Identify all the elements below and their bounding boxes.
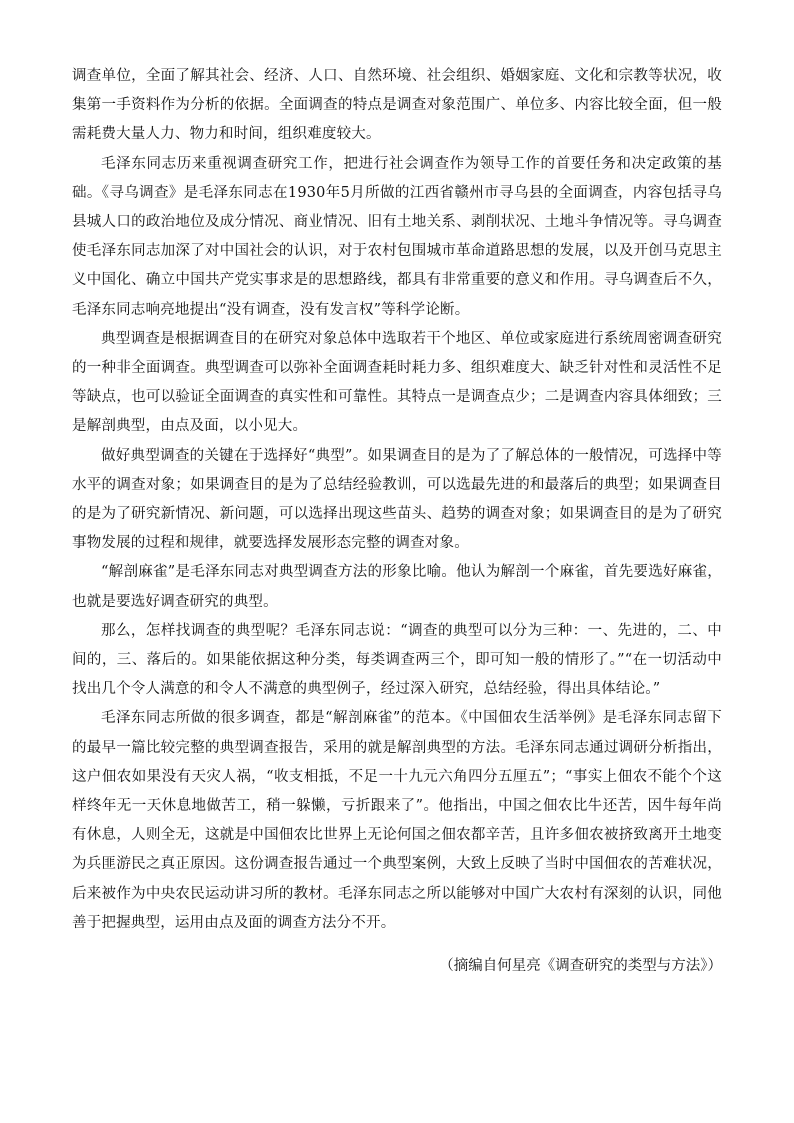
paragraph: “解剖麻雀”是毛泽东同志对典型调查方法的形象比喻。他认为解剖一个麻雀，首先要选好麻雀，也就是要选好调查研究的典型。 xyxy=(72,564,722,610)
paragraph: 做好典型调查的关键在于选择好“典型”。如果调查目的是为了了解总体的一般情况，可选择中等水平的调查对象；如果调查目的是为了总结经验教训，可以选最先进的和最落后的典型；如果调查目的是为了研究新情况、新问题，可以选择出现这些苗头、趋势的调查对象；如果调查目的是为了研究事物发展的过程和规律，就要选择发展形态完整的调查对象。 xyxy=(72,447,722,552)
document-page xyxy=(72,62,722,981)
source-citation: （摘编自何星亮《调查研究的类型与方法》） xyxy=(439,958,722,975)
paragraph-continuation: 调查单位，全面了解其社会、经济、人口、自然环境、社会组织、婚姻家庭、文化和宗教等状况，收集第一手资料作为分析的依据。全面调查的特点是调查对象范围广、单位多、内容比较全面，但一般需耗费大量人力、物力和时间，组织难度较大。 xyxy=(72,68,722,143)
paragraph: 那么，怎样找调查的典型呢？毛泽东同志说：“调查的典型可以分为三种：一、先进的，二、中间的，三、落后的。如果能依据这种分类，每类调查两三个，即可知一般的情形了。”“在一切活动中找出几个令人满意的和令人不满意的典型例子，经过深入研究，总结经验，得出具体结论。” xyxy=(72,622,722,698)
paragraph: 毛泽东同志所做的很多调查，都是“解剖麻雀”的范本。《中国佃农生活举例》是毛泽东同志留下的最早一篇比较完整的典型调查报告，采用的就是解剖典型的方法。毛泽东同志通过调研分析指出，这户佃农如果没有天灾人祸，“收支相抵，不足一十九元六角四分五厘五”；“事实上佃农不能个个这样终年无一天休息地做苦工，稍一躲懒，亏折跟来了”。他指出，中国之佃农比牛还苦，因牛每年尚有休息，人则全无，这就是中国佃农比世界上无论何国之佃农都辛苦，且许多佃农被挤致离开土地变为兵匪游民之真正原因。这份调查报告通过一个典型案例，大致上反映了当时中国佃农的苦难状况，后来被作为中央农民运动讲习所的教材。毛泽东同志之所以能够对中国广大农村有深刻的认识，同他善于把握典型，运用由点及面的调查方法分不开。 xyxy=(72,710,722,931)
paragraph: 典型调查是根据调查目的在研究对象总体中选取若干个地区、单位或家庭进行系统周密调查研究的一种非全面调查。典型调查可以弥补全面调查耗时耗力多、组织难度大、缺乏针对性和灵活性不足等缺点，也可以验证全面调查的真实性和可靠性。其特点一是调查点少；二是调查内容具体细致；三是解剖典型，由点及面，以小见大。 xyxy=(72,330,722,435)
paragraph: 毛泽东同志历来重视调查研究工作，把进行社会调查作为领导工作的首要任务和决定政策的基础。《寻乌调查》是毛泽东同志在1930年5月所做的江西省赣州市寻乌县的全面调查，内容包括寻乌县城人口的政治地位及成分情况、商业情况、旧有土地关系、剥削状况、土地斗争情况等。寻乌调查使毛泽东同志加深了对中国社会的认识，对于农村包围城市革命道路思想的发展，以及开创马克思主义中国化、确立中国共产党实事求是的思想路线，都具有非常重要的意义和作用。寻乌调查后不久，毛泽东同志响亮地提出“没有调查，没有发言权”等科学论断。 xyxy=(72,155,722,318)
